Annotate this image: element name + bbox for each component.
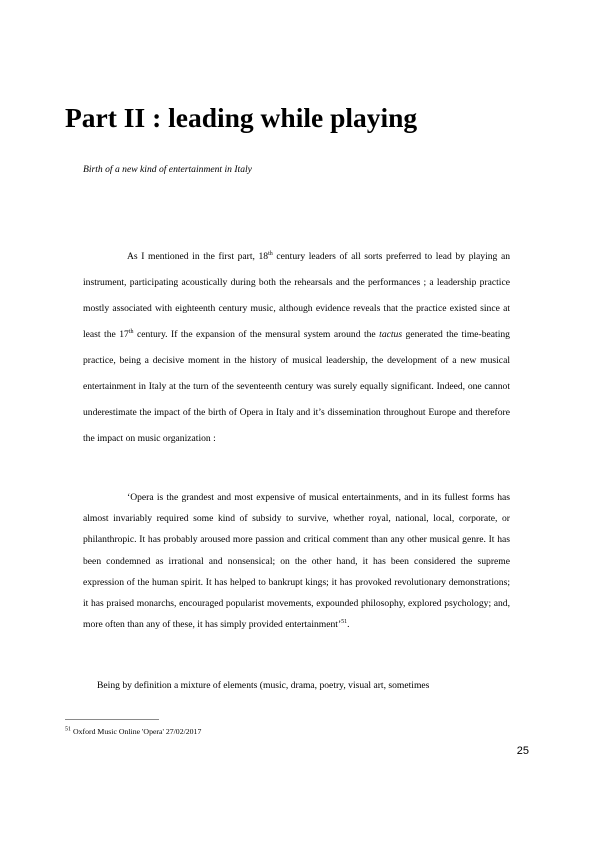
quote-end: . — [347, 619, 350, 631]
footnote-text: Oxford Music Online 'Opera' 27/02/2017 — [71, 727, 202, 736]
paragraph-text: century leaders of all sorts preferred to lead by playing an instrument, participating acoustically during both the rehearsals and the performances ; a leadership practice mostly associated with eighteenth century music, although evidence reveals that the practice existed since at least the 17 — [83, 251, 510, 340]
block-quote — [83, 487, 510, 635]
paragraph-text: century. If the expansion of the mensural system around the — [133, 329, 380, 340]
page-title: Part II : leading while playing — [65, 102, 418, 133]
footnote-number: 51 — [65, 726, 71, 733]
italic-term: tactus — [379, 329, 403, 340]
footnote-separator — [65, 719, 159, 720]
paragraph-text: Being by definition a mixture of elements (music, drama, poetry, visual art, sometimes — [97, 680, 430, 691]
superscript: th — [128, 328, 134, 335]
footnote-reference: 51 — [341, 619, 348, 626]
paragraph-text: generated the time-beating practice, being a decisive moment in the history of musical leadership, the development of a new musical entertainment in Italy at the turn of the seventeenth century was surely equally significant. Indeed, one cannot underestimate the impact of the birth of Opera in Italy and it’s dissemination throughout Europe and therefore the impact on music organization : — [83, 329, 510, 444]
body-paragraph-3 — [83, 680, 510, 691]
superscript: th — [268, 250, 273, 257]
page-number: 25 — [516, 745, 529, 757]
paragraph-text: As I mentioned in the first part, 18 — [127, 251, 269, 262]
quote-text: ‘Opera is the grandest and most expensive of musical entertainments, and in its fullest forms has almost invariably required some kind of subsidy to survive, whether royal, national, local, corporate, or philanthropic. It has probably aroused more passion and critical comment than any other musical genre. It has been condemned as irrational and nonsensical; on the other hand, it has been considered the supreme expression of the human spirit. It has helped to bankrupt kings; it has provoked revolutionary demonstrations; it has praised monarchs, encouraged popularist movements, expounded philosophy, explored psychology; and, more often than any of these, it has simply provided entertainment’ — [83, 492, 510, 631]
section-subheading: Birth of a new kind of entertainment in Italy — [83, 164, 252, 175]
body-paragraph-1 — [83, 244, 510, 452]
footnote — [65, 726, 505, 737]
